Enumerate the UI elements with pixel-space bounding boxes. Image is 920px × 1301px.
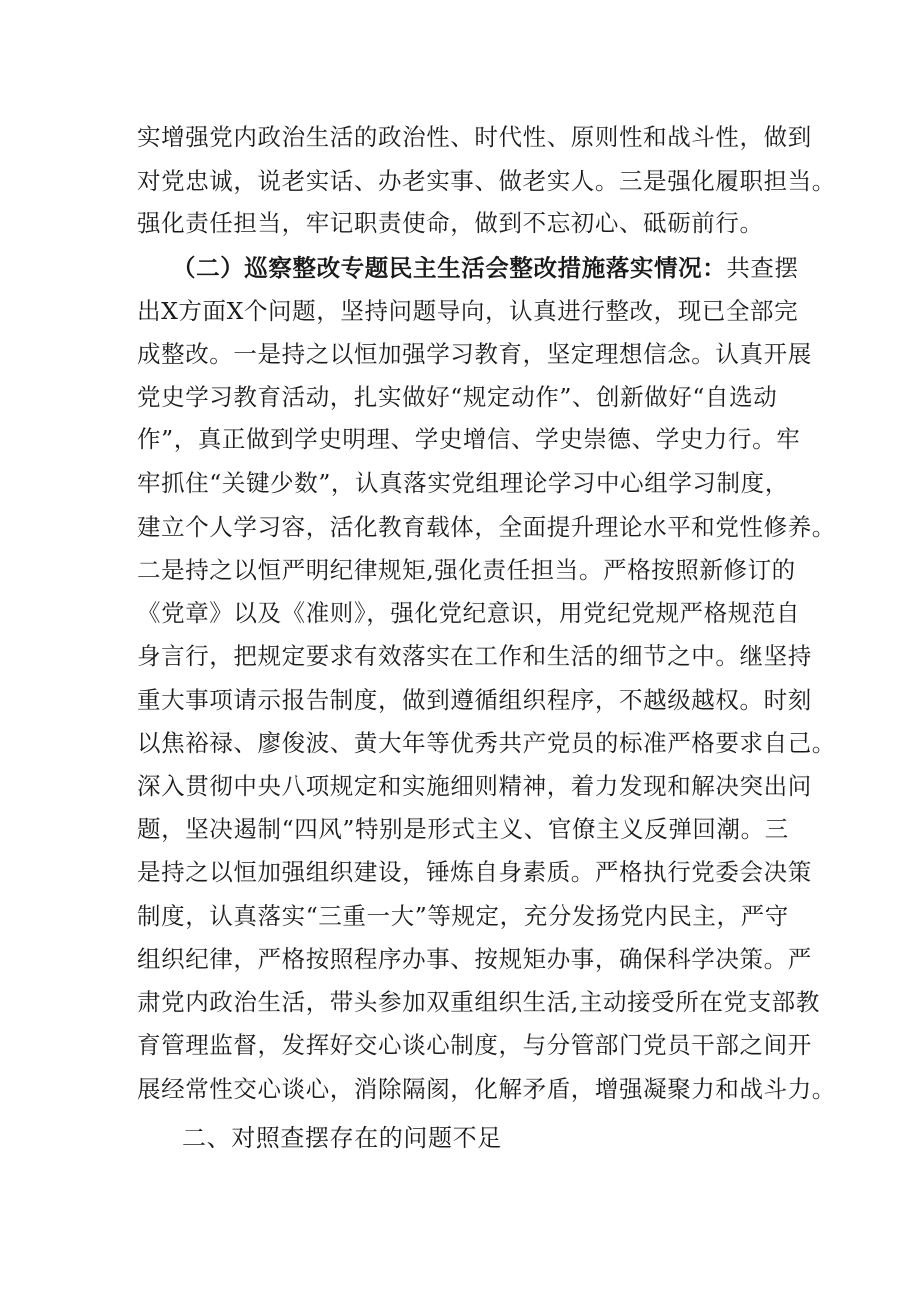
paragraph-line: 建立个人学习容，活化教育载体，全面提升理论水平和党性修养。 — [137, 513, 836, 541]
paragraph-line: 出X方面X个问题，坚持问题导向，认真进行整改，现已全部完 — [137, 297, 799, 325]
paragraph-line: 以焦裕禄、廖俊波、黄大年等优秀共产党员的标准严格要求自己。 — [137, 729, 836, 757]
paragraph-line: 深入贯彻中央八项规定和实施细则精神，着力发现和解决突出问 — [137, 772, 812, 800]
paragraph-line: 制度，认真落实“三重一大”等规定，充分发扬党内民主，严守 — [137, 902, 789, 930]
paragraph-line: 对党忠诚，说老实话、办老实事、做老实人。三是强化履职担当。 — [137, 167, 836, 195]
paragraph-line: 牢抓住“关键少数”，认真落实党组理论学习中心组学习制度， — [137, 469, 789, 497]
paragraph-line: 肃党内政治生活，带头参加双重组织生活,主动接受所在党支部教 — [137, 988, 820, 1016]
paragraph-lead-line — [172, 253, 817, 283]
paragraph-line: 《党章》以及《准则》，强化党纪意识，用党纪党规严格规范自 — [137, 599, 801, 627]
subsection-title: （二）巡察整改专题民主生活会整改措施落实情况： — [172, 254, 727, 282]
paragraph-line: 是持之以恒加强组织建设，锤炼自身素质。严格执行党委会决策 — [137, 858, 812, 886]
paragraph-line: 二是持之以恒严明纪律规矩,强化责任担当。严格按照新修订的 — [137, 556, 796, 584]
paragraph-line: 题，坚决遏制“四风”特别是形式主义、官僚主义反弹回潮。三 — [137, 815, 789, 843]
paragraph-line: 组织纪律，严格按照程序办事、按规矩办事，确保科学决策。严 — [137, 945, 812, 973]
paragraph-line: 重大事项请示报告制度，做到遵循组织程序，不越级越权。时刻 — [137, 686, 812, 714]
paragraph-line: 展经常性交心谈心，消除隔阂，化解矛盾，增强凝聚力和战斗力。 — [137, 1075, 836, 1103]
paragraph-line: 育管理监督，发挥好交心谈心制度，与分管部门党员干部之间开 — [137, 1031, 812, 1059]
paragraph-line: 强化责任担当，牢记职责使命，做到不忘初心、砥砺前行。 — [137, 209, 764, 237]
paragraph-line: 党史学习教育活动，扎实做好“规定动作”、创新做好“自选动 — [137, 383, 778, 411]
paragraph-lead-rest: 共查摆 — [726, 254, 799, 282]
paragraph-line: 成整改。一是持之以恒加强学习教育，坚定理想信念。认真开展 — [137, 340, 812, 368]
section-heading: 二、对照查摆存在的问题不足 — [182, 1124, 502, 1152]
paragraph-line: 身言行，把规定要求有效落实在工作和生活的细节之中。继坚持 — [137, 642, 812, 670]
paragraph-line: 实增强党内政治生活的政治性、时代性、原则性和战斗性，做到 — [137, 123, 812, 151]
paragraph-line: 作”，真正做到学史明理、学史增信、学史崇德、学史力行。牢 — [137, 425, 801, 453]
